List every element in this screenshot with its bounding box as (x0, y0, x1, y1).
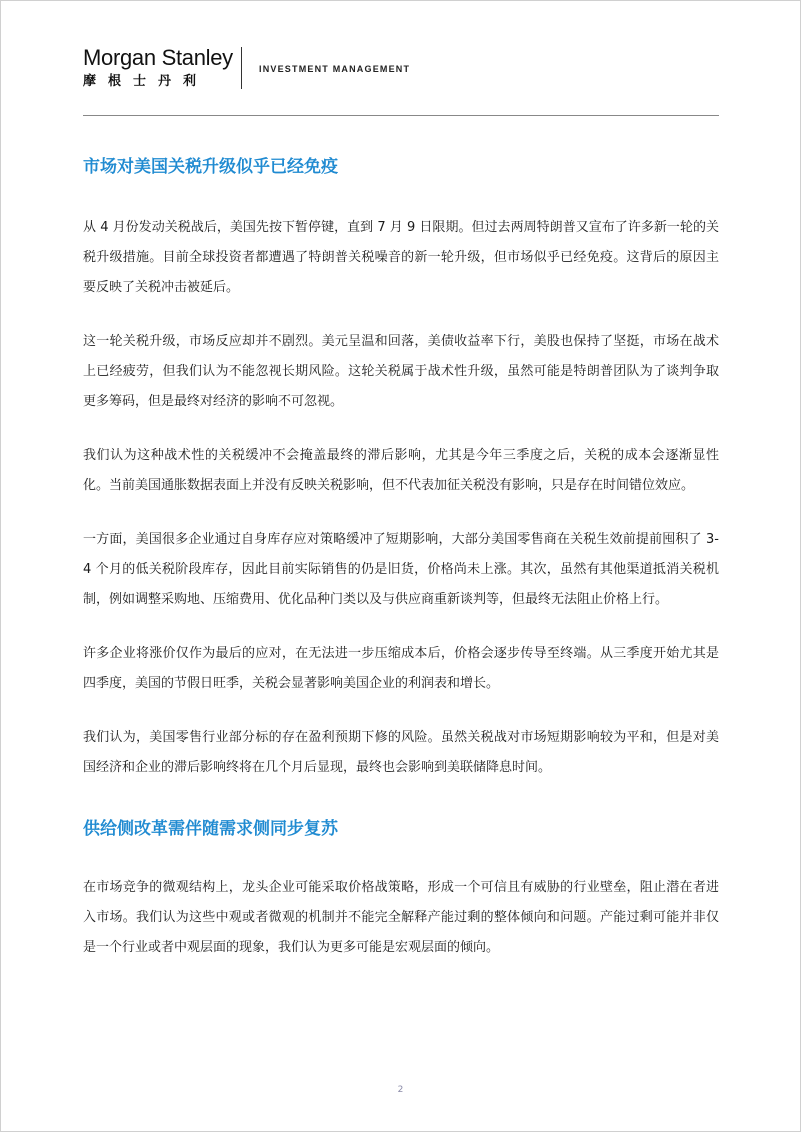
section-heading-tariffs: 市场对美国关税升级似乎已经免疫 (83, 157, 338, 177)
paragraph: 许多企业将涨价仅作为最后的应对，在无法进一步压缩成本后，价格会逐步传导至终端。从三季度开始尤其是四季度，美国的节假日旺季，关税会显著影响美国企业的利润表和增长。 (83, 646, 719, 691)
brand-name-chinese: 摩根士丹利 (83, 74, 209, 89)
page-number: 2 (397, 1085, 404, 1095)
paragraph: 一方面，美国很多企业通过自身库存应对策略缓冲了短期影响，大部分美国零售商在关税生效前提前囤积了 3-4 个月的低关税阶段库存，因此目前实际销售的仍是旧货，价格尚未上涨。其次，虽然有其他渠道抵消关税机制，例如调整采购地、压缩费用、优化品种门类以及与供应商重新谈判等，但最终无法阻止价格上行。 (83, 532, 719, 607)
paragraph: 我们认为这种战术性的关税缓冲不会掩盖最终的滞后影响，尤其是今年三季度之后，关税的成本会逐渐显性化。当前美国通胀数据表面上并没有反映关税影响，但不代表加征关税没有影响，只是存在时间错位效应。 (83, 448, 719, 493)
section-heading-supply-side: 供给侧改革需伴随需求侧同步复苏 (83, 819, 338, 839)
paragraph: 在市场竞争的微观结构上，龙头企业可能采取价格战策略，形成一个可信且有威胁的行业壁垒，阻止潜在者进入市场。我们认为这些中观或者微观的机制并不能完全解释产能过剩的整体倾向和问题。产能过剩可能并非仅是一个行业或者中观层面的现象，我们认为更多可能是宏观层面的倾向。 (83, 880, 719, 955)
header-tagline: INVESTMENT MANAGEMENT (259, 64, 411, 74)
header-divider (241, 47, 242, 89)
paragraph: 从 4 月份发动关税战后，美国先按下暂停键，直到 7 月 9 日限期。但过去两周特朗普又宣布了许多新一轮的关税升级措施。目前全球投资者都遭遇了特朗普关税噪音的新一轮升级，但市场似乎已经免疫。这背后的原因主要反映了关税冲击被延后。 (83, 220, 719, 295)
brand-name-english: Morgan Stanley (83, 45, 233, 70)
brand-logo (83, 45, 243, 91)
header-rule (83, 115, 719, 116)
paragraph: 这一轮关税升级，市场反应却并不剧烈。美元呈温和回落，美债收益率下行，美股也保持了坚挺，市场在战术上已经疲劳，但我们认为不能忽视长期风险。这轮关税属于战术性升级，虽然可能是特朗普团队为了谈判争取更多筹码，但是最终对经济的影响不可忽视。 (83, 334, 719, 409)
paragraph: 我们认为，美国零售行业部分标的存在盈利预期下修的风险。虽然关税战对市场短期影响较为平和，但是对美国经济和企业的滞后影响终将在几个月后显现，最终也会影响到美联储降息时间。 (83, 730, 719, 775)
page-content (83, 151, 719, 987)
